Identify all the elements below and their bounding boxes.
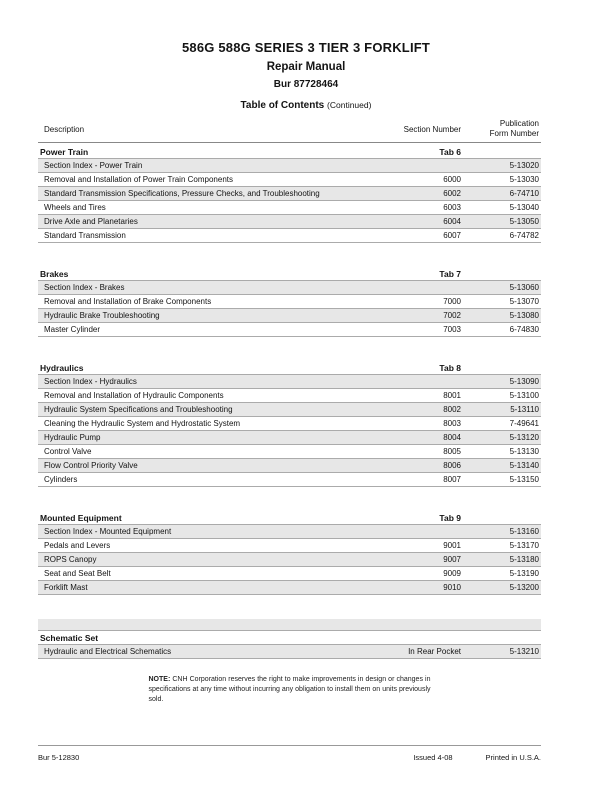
row-description: Hydraulic System Specifications and Troubleshooting <box>44 405 233 414</box>
row-publication-number: 5-13030 <box>509 175 539 184</box>
toc-continued-label: (Continued) <box>327 100 372 110</box>
row-description: Removal and Installation of Power Train Components <box>44 175 233 184</box>
row-description: Removal and Installation of Hydraulic Components <box>44 391 224 400</box>
row-description: Master Cylinder <box>44 325 101 334</box>
toc-row <box>38 215 541 229</box>
row-publication-number: 5-13120 <box>509 433 539 442</box>
section-header-row <box>38 361 541 375</box>
toc-row <box>38 187 541 201</box>
row-publication-number: 5-13190 <box>509 569 539 578</box>
row-publication-number: 5-13060 <box>509 283 539 292</box>
toc-row <box>38 525 541 539</box>
section-tab-label: Tab 7 <box>439 268 461 279</box>
row-section-number: 9007 <box>443 555 461 564</box>
toc-row <box>38 539 541 553</box>
section-header-row <box>38 511 541 525</box>
row-publication-number: 5-13090 <box>509 377 539 386</box>
row-section-number: 8006 <box>443 461 461 470</box>
row-description: Forklift Mast <box>44 583 88 592</box>
toc-column-headers <box>38 119 541 143</box>
row-description: Hydraulic Brake Troubleshooting <box>44 311 160 320</box>
toc-row <box>38 389 541 403</box>
row-publication-number: 5-13170 <box>509 541 539 550</box>
row-publication-number: 5-13140 <box>509 461 539 470</box>
row-section-number: 8005 <box>443 447 461 456</box>
row-description: Section Index - Brakes <box>44 283 125 292</box>
column-header-publication-line1: Publication <box>499 119 539 128</box>
column-header-publication <box>461 119 541 139</box>
row-section-number: 8002 <box>443 405 461 414</box>
toc-row <box>38 323 541 337</box>
row-description: Cleaning the Hydraulic System and Hydrostatic System <box>44 419 241 428</box>
footer-issued-date: Issued 4-08 <box>413 753 453 762</box>
toc-row <box>38 417 541 431</box>
row-section-number: 7002 <box>443 311 461 320</box>
section-title: Brakes <box>40 268 69 279</box>
section-header-row <box>38 631 541 645</box>
toc-row <box>38 645 541 659</box>
row-publication-number: 5-13110 <box>510 405 539 414</box>
row-description: Hydraulic and Electrical Schematics <box>44 647 172 656</box>
toc-row <box>38 445 541 459</box>
toc-row <box>38 159 541 173</box>
row-description: Flow Control Priority Valve <box>44 461 138 470</box>
footer-printed-in: Printed in U.S.A. <box>485 753 541 762</box>
section-title: Power Train <box>40 146 89 157</box>
row-description: Hydraulic Pump <box>44 433 101 442</box>
row-description: Removal and Installation of Brake Components <box>44 297 212 306</box>
row-publication-number: 5-13210 <box>509 647 539 656</box>
row-publication-number: 5-13180 <box>509 555 539 564</box>
section-tab-label: Tab 6 <box>439 146 461 157</box>
row-section-number: 7000 <box>443 297 461 306</box>
row-section-number: 6000 <box>443 175 461 184</box>
row-section-number: 8001 <box>443 391 461 400</box>
document-header <box>0 0 612 111</box>
row-section-number: 6004 <box>443 217 461 226</box>
bur-number: Bur 87728464 <box>273 79 339 90</box>
row-description: Section Index - Power Train <box>44 161 143 170</box>
toc-row <box>38 403 541 417</box>
document-subtitle: Repair Manual <box>266 61 346 73</box>
row-publication-number: 5-13050 <box>509 217 539 226</box>
section-title: Mounted Equipment <box>40 512 122 523</box>
section-tab-label: Tab 8 <box>439 362 461 373</box>
toc-row <box>38 201 541 215</box>
toc-title-line <box>0 100 612 111</box>
section-tab-label: Tab 9 <box>439 512 461 523</box>
toc-title: Table of Contents <box>240 100 325 111</box>
section-title: Schematic Set <box>40 632 99 643</box>
row-section-number: 9010 <box>443 583 461 592</box>
section-title: Hydraulics <box>40 362 84 373</box>
toc-row <box>38 229 541 243</box>
row-description: Drive Axle and Planetaries <box>44 217 138 226</box>
row-publication-number: 6-74782 <box>509 231 539 240</box>
row-section-number: 7003 <box>443 325 461 334</box>
row-description: Wheels and Tires <box>44 203 106 212</box>
row-publication-number: 7-49641 <box>509 419 539 428</box>
note-label: NOTE: <box>148 676 171 683</box>
note <box>149 675 431 705</box>
row-section-number: 9009 <box>443 569 461 578</box>
row-publication-number: 6-74830 <box>509 325 539 334</box>
shaded-spacer-band <box>38 619 541 631</box>
row-section-number: 6007 <box>443 231 461 240</box>
toc-content <box>38 119 541 705</box>
row-section-number: 6002 <box>443 189 461 198</box>
row-description: Pedals and Levers <box>44 541 111 550</box>
toc-row <box>38 295 541 309</box>
row-publication-number: 5-13100 <box>509 391 539 400</box>
toc-row <box>38 567 541 581</box>
row-description: Standard Transmission <box>44 231 126 240</box>
toc-row <box>38 281 541 295</box>
row-description: Seat and Seat Belt <box>44 569 111 578</box>
row-description: Section Index - Mounted Equipment <box>44 527 172 536</box>
row-publication-number: 5-13070 <box>509 297 539 306</box>
row-description: Control Valve <box>44 447 92 456</box>
row-section-number: In Rear Pocket <box>408 647 461 656</box>
column-header-description: Description <box>44 124 85 134</box>
row-publication-number: 5-13150 <box>509 475 539 484</box>
footer-bur-number: Bur 5-12830 <box>38 753 80 762</box>
toc-row <box>38 459 541 473</box>
row-description: Section Index - Hydraulics <box>44 377 137 386</box>
row-publication-number: 5-13160 <box>509 527 539 536</box>
toc-sections <box>38 145 541 659</box>
row-section-number: 8003 <box>443 419 461 428</box>
toc-section <box>38 511 541 595</box>
toc-row <box>38 553 541 567</box>
row-section-number: 8004 <box>443 433 461 442</box>
row-section-number: 6003 <box>443 203 461 212</box>
toc-section <box>38 267 541 337</box>
toc-row <box>38 309 541 323</box>
document-title: 586G 588G SERIES 3 TIER 3 FORKLIFT <box>181 40 431 55</box>
toc-section <box>38 361 541 487</box>
row-description: Standard Transmission Specifications, Pressure Checks, and Troubleshooting <box>44 189 320 198</box>
toc-section <box>38 145 541 243</box>
page-footer <box>38 745 541 762</box>
toc-row <box>38 431 541 445</box>
row-publication-number: 5-13200 <box>509 583 539 592</box>
row-description: ROPS Canopy <box>44 555 97 564</box>
row-description: Cylinders <box>44 475 78 484</box>
row-publication-number: 5-13020 <box>509 161 539 170</box>
toc-row <box>38 581 541 595</box>
toc-row <box>38 173 541 187</box>
row-publication-number: 5-13130 <box>509 447 539 456</box>
row-section-number: 8007 <box>443 475 461 484</box>
row-publication-number: 5-13080 <box>509 311 539 320</box>
row-section-number: 9001 <box>443 541 461 550</box>
column-header-publication-line2: Form Number <box>489 129 539 138</box>
column-header-section-number: Section Number <box>403 124 461 134</box>
section-header-row <box>38 145 541 159</box>
row-publication-number: 6-74710 <box>509 189 539 198</box>
toc-row <box>38 473 541 487</box>
row-publication-number: 5-13040 <box>509 203 539 212</box>
toc-section <box>38 619 541 659</box>
note-text: CNH Corporation reserves the right to make improvements in design or changes in specifications at any time without incurring any obligation to install them on units previously sold. <box>148 676 431 703</box>
toc-row <box>38 375 541 389</box>
section-header-row <box>38 267 541 281</box>
